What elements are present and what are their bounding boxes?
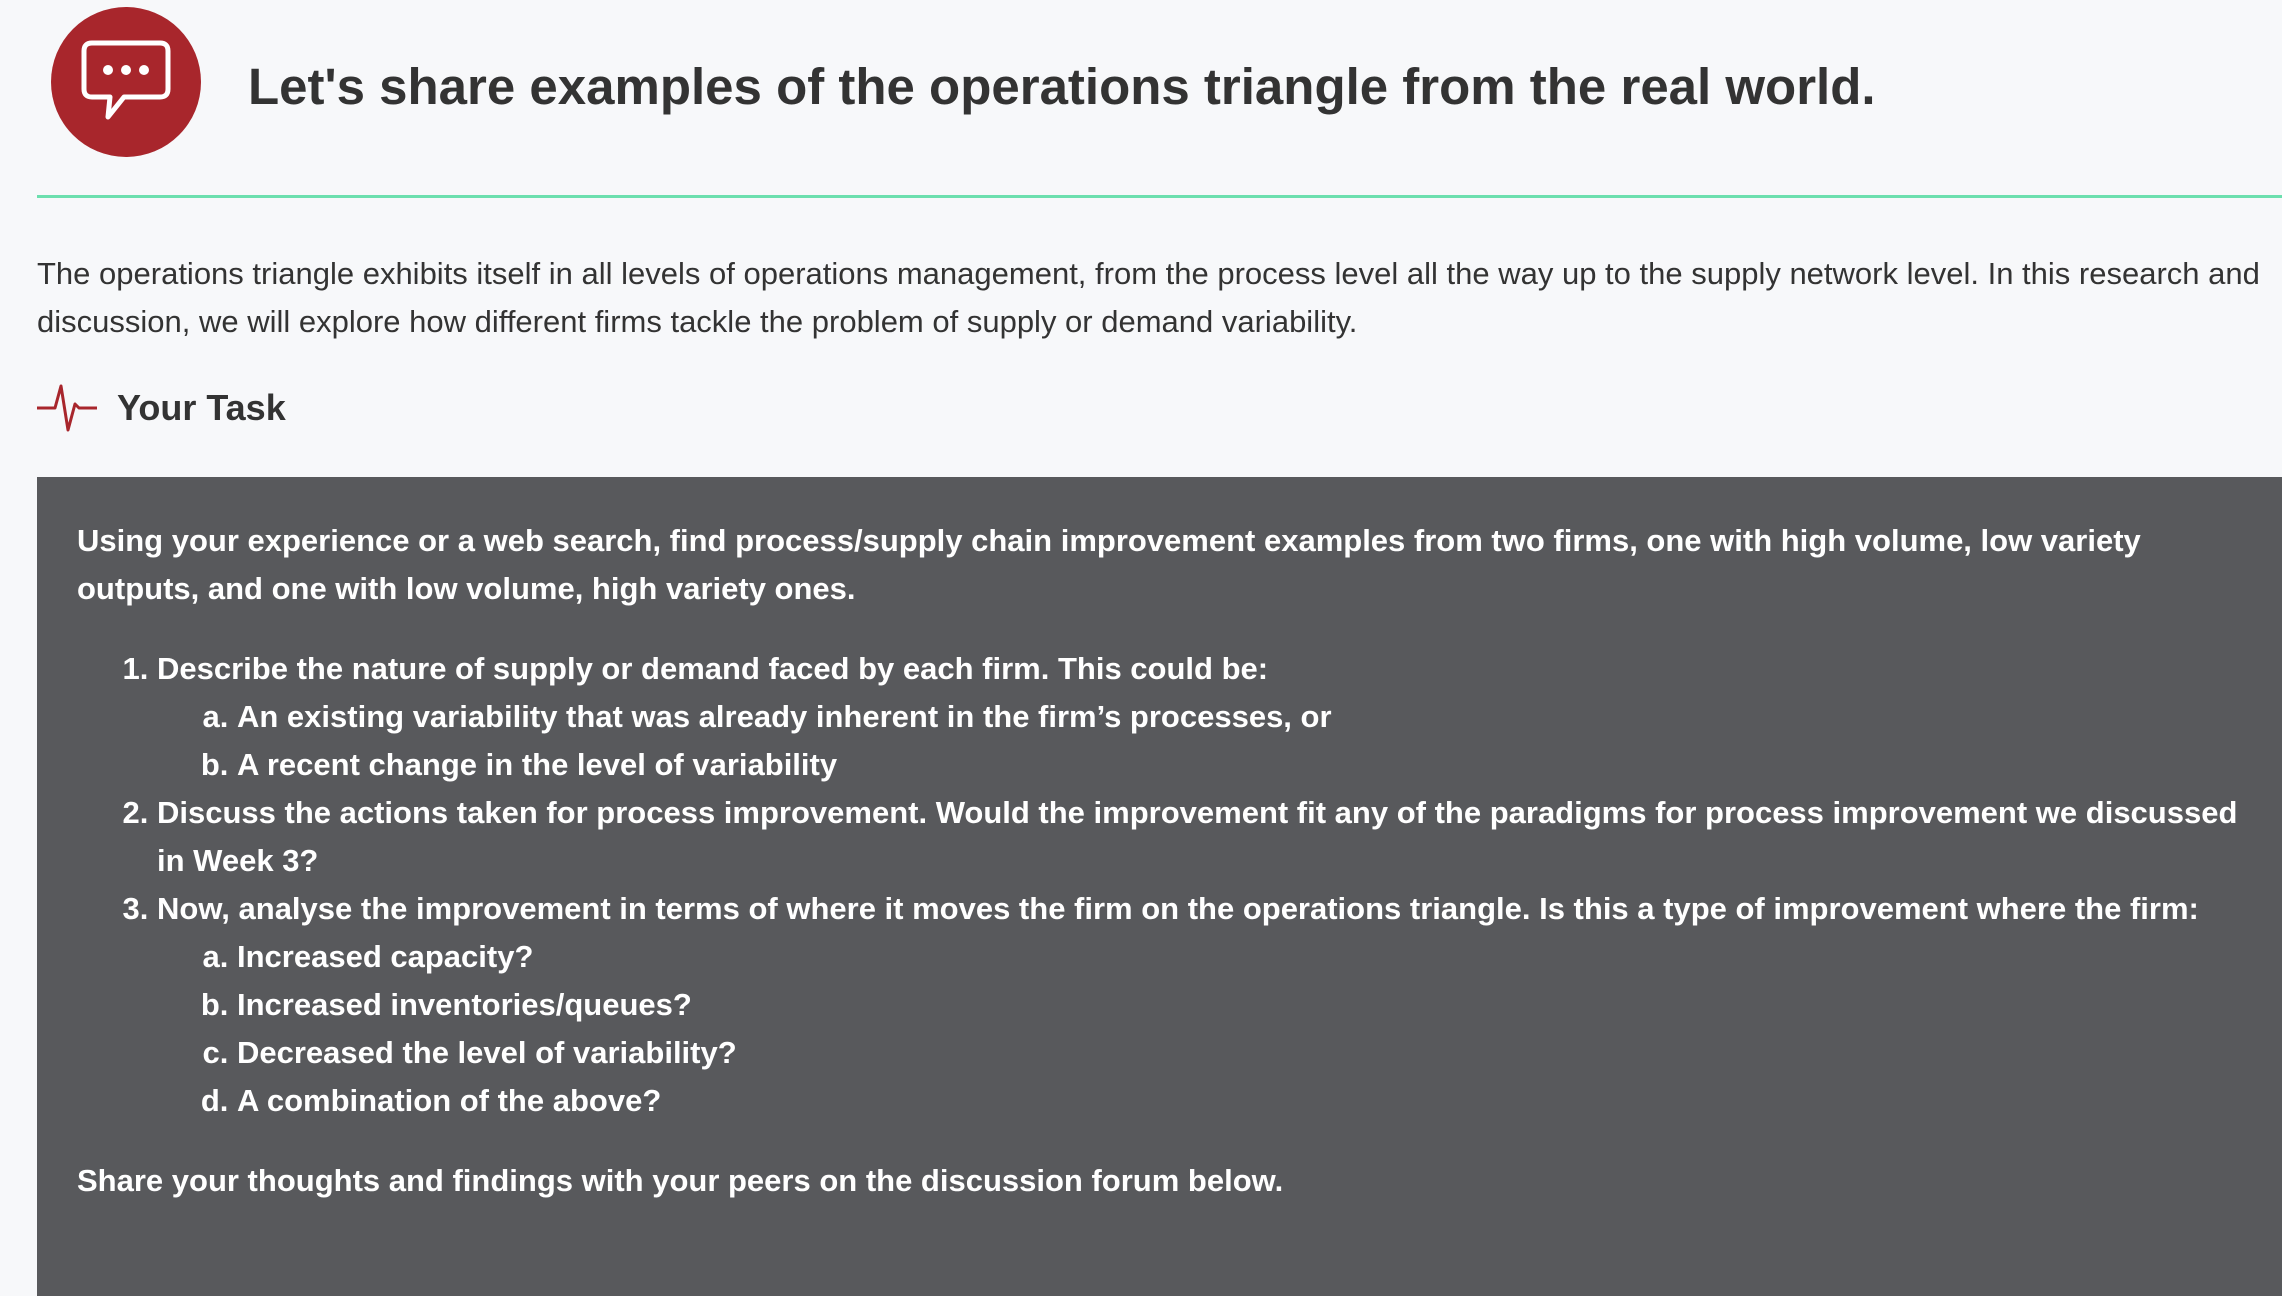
- task-step: [157, 885, 2242, 1125]
- intro-paragraph: The operations triangle exhibits itself in all levels of operations management, from the process level all the way up to the supply network level. In this research and discussion, we will explore how different firms tackle the problem of supply or demand variability.: [37, 256, 2260, 339]
- header-divider: [37, 195, 2282, 198]
- chat-bubble-icon: [78, 37, 174, 127]
- task-substep: c. Decreased the level of variability?: [237, 1029, 2242, 1077]
- task-intro: Using your experience or a web search, find process/supply chain improvement examples from two firms, one with high volume, low variety outputs, and one with low volume, high variety ones.: [77, 523, 2141, 606]
- task-step-text: Describe the nature of supply or demand faced by each firm. This could be:: [157, 651, 1269, 686]
- task-substeps-list: [157, 693, 2242, 789]
- task-heading: [37, 380, 286, 436]
- page-title: Let's share examples of the operations triangle from the real world.: [248, 58, 1876, 115]
- pulse-icon: [37, 380, 97, 436]
- task-step-text: Discuss the actions taken for process improvement. Would the improvement fit any of the paradigms for process improvement we discussed in Week 3?: [157, 795, 2238, 878]
- discussion-badge: [51, 7, 201, 157]
- task-substeps-list: [157, 933, 2242, 1125]
- task-substep: b. A recent change in the level of variability: [237, 741, 2242, 789]
- task-outro: Share your thoughts and findings with your peers on the discussion forum below.: [77, 1163, 1284, 1198]
- task-substep: a. Increased capacity?: [237, 933, 2242, 981]
- task-heading-label: Your Task: [117, 387, 286, 428]
- task-steps-list: [77, 645, 2242, 1125]
- task-substep: b. Increased inventories/queues?: [237, 981, 2242, 1029]
- task-step-text: Now, analyse the improvement in terms of where it moves the firm on the operations triangle. Is this a type of improvement where the firm:: [157, 891, 2199, 926]
- task-step: [157, 789, 2242, 885]
- task-substep: a. An existing variability that was already inherent in the firm’s processes, or: [237, 693, 2242, 741]
- page-header: [37, 0, 2282, 196]
- task-box: [37, 477, 2282, 1296]
- task-step: [157, 645, 2242, 789]
- task-substep: d. A combination of the above?: [237, 1077, 2242, 1125]
